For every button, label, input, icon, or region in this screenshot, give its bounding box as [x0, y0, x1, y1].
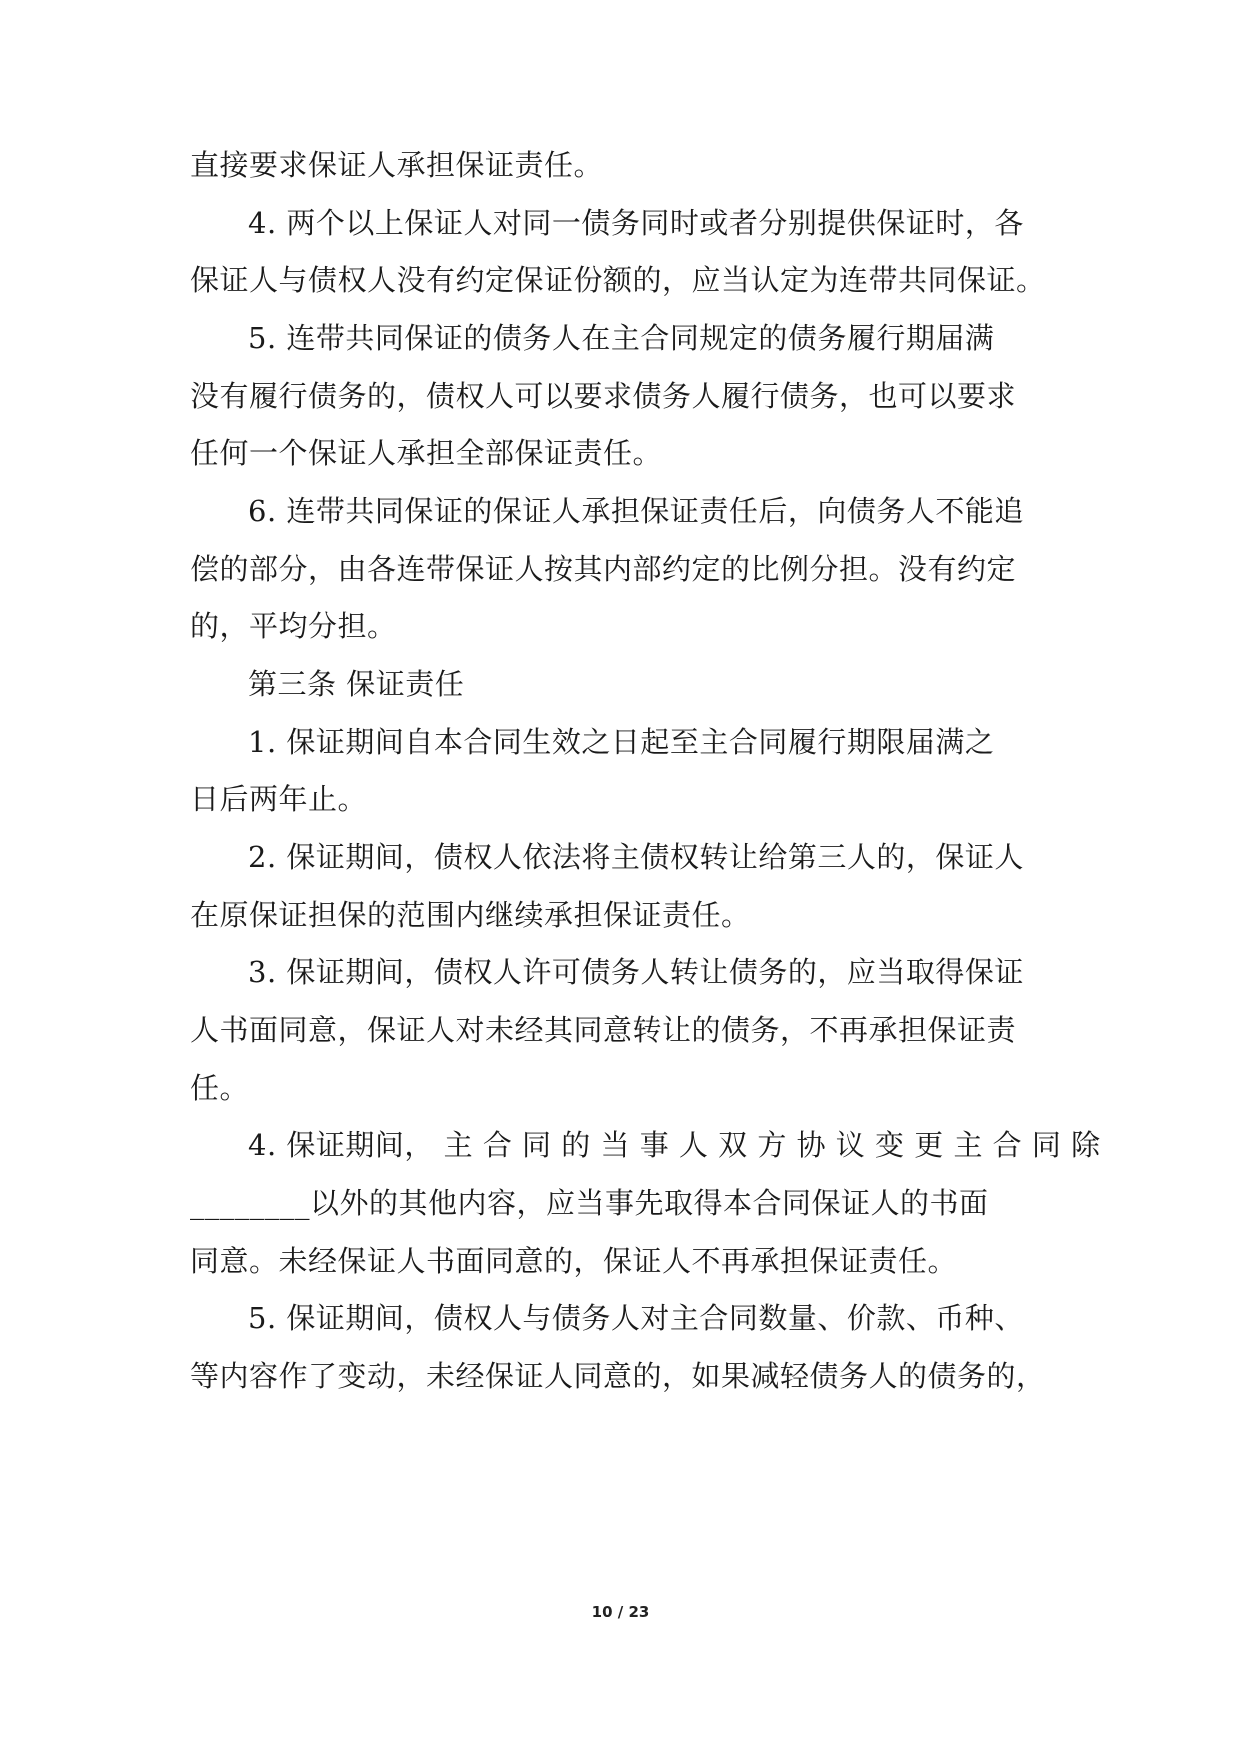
text-line: 直接要求保证人承担保证责任。 [190, 148, 604, 182]
text-line: 等内容作了变动，未经保证人同意的，如果减轻债务人的债务的， [190, 1359, 1046, 1393]
text-line: 6. 连带共同保证的保证人承担保证责任后，向债务人不能追 [248, 494, 1024, 528]
text-line: 偿的部分，由各连带保证人按其内部约定的比例分担。没有约定 [190, 552, 1017, 586]
text-line: 日后两年止。 [190, 782, 368, 816]
text-line: 人书面同意，保证人对未经其同意转让的债务，不再承担保证责 [190, 1013, 1017, 1047]
text-line: 4. 保证期间， 主 合 同 的 当 事 人 双 方 协 议 变 更 主 合 同 除 [248, 1128, 1101, 1162]
text-line: 没有履行债务的，债权人可以要求债务人履行债务，也可以要求 [190, 379, 1017, 413]
text-line: 保证人与债权人没有约定保证份额的，应当认定为连带共同保证。 [190, 263, 1046, 297]
text-line: 同意。未经保证人书面同意的，保证人不再承担保证责任。 [190, 1244, 958, 1278]
text-line: 任何一个保证人承担全部保证责任。 [190, 436, 663, 470]
section-heading: 第三条 保证责任 [248, 667, 465, 701]
text-line: 4. 两个以上保证人对同一债务同时或者分别提供保证时，各 [248, 206, 1024, 240]
text-line: 5. 保证期间，债权人与债务人对主合同数量、价款、币种、 [248, 1301, 1024, 1335]
text-line: 5. 连带共同保证的债务人在主合同规定的债务履行期届满 [248, 321, 995, 355]
text-line: 2. 保证期间，债权人依法将主债权转让给第三人的，保证人 [248, 840, 1024, 874]
text-line: 3. 保证期间，债权人许可债务人转让债务的，应当取得保证 [248, 955, 1024, 989]
text-line: 任。 [190, 1071, 250, 1105]
text-line: 的，平均分担。 [190, 609, 397, 643]
text-line: ________以外的其他内容，应当事先取得本合同保证人的书面 [190, 1186, 989, 1220]
text-line: 在原保证担保的范围内继续承担保证责任。 [190, 898, 751, 932]
text-line: 1. 保证期间自本合同生效之日起至主合同履行期限届满之 [248, 725, 995, 759]
page-number: 10 / 23 [591, 1603, 650, 1621]
